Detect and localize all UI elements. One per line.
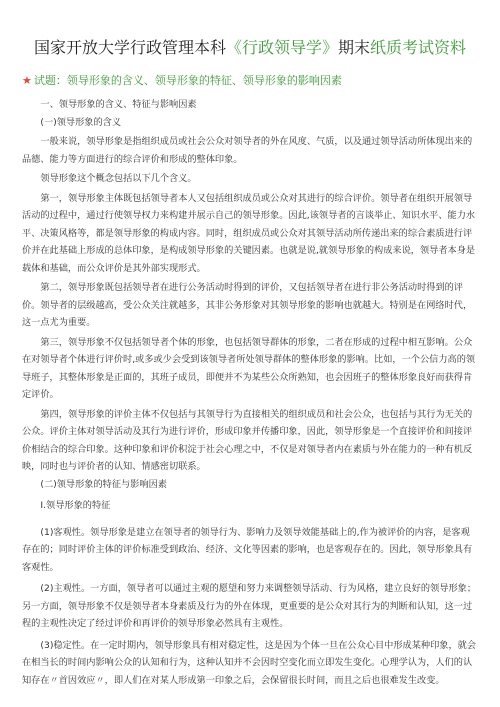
paragraph-stability: (3)稳定性。在一定时期内，领导形象具有相对稳定性，这是因为个体一旦在公众心目中形成某种印象，就会在相当长的时间内影响公众的认知和行为，这种认知并不会因时空变化而立即发生变化。心理学认为，人们的认知存在〃首因效应〃，即人们在对某人形成第一印象之后，会保留很长时间，而且之后也很难发生改变。 [22, 639, 477, 686]
topic-text: 试题：领导形象的含义、领导形象的特征、领导形象的影响因素 [33, 74, 342, 87]
paragraph-first-point: 第一，领导形象主体既包括领导者本人又包括组织成员或公众对其进行的综合评价。领导者在组织开展领导活动的过程中，通过行使领导权力来构建并展示自己的领导形象。因此,该领导者的言谈举止、知识水平、能力水平、决策风格等，都是领导形象的构成内容。同时，组织成员或公众对其领导活动所传递出来的综合素质进行评价并在此基础上形成的总体印象，是构成领导形象的关键因素。也就是说,就领导形象的构成来说，领导者本身是载体和基础，而公众评价是其外部实现形式。 [22, 192, 476, 274]
subsection-heading: (一)领导形象的含义 [40, 116, 122, 128]
subsection-heading: (二)领导形象的特征与影响因素 [40, 478, 167, 490]
title-suffix: 纸质考试资料 [370, 38, 467, 57]
star-icon: ★ [22, 74, 32, 87]
topic-line [22, 72, 478, 90]
title-course-name: 《行政领导学》 [225, 38, 338, 57]
paragraph-objectivity: (1)客观性。领导形象是建立在领导者的领导行为、影响力及领导效能基础上的,作为被评价的内容，是客观存在的；同时评价主体的评价标准受到政治、经济、文化等因素的影响，也是客观存在的。因此，领导形象具有客观性。 [22, 526, 473, 573]
document-title [22, 36, 478, 60]
paragraph-second-point: 第二，领导形象既包括领导者在进行公务活动时得到的评价，又包括领导者在进行非公务活动时得到的评价。领导者的层级越高，受公众关注就越多，其非公务形象对其领导形象的影响也就越大。特别是在网络时代，这一点尤为重要。 [22, 282, 473, 328]
paragraph-third-point: 第三，领导形象不仅包括领导者个体的形象，也包括领导群体的形象，二者在形成的过程中相互影响。公众在对领导者个体进行评价时,或多或少会受到该领导者所处领导群体的整体形象的影响。比如，一个公信力高的领导班子，其整体形象是正面的，其班子成员，即便并不为某些公众所熟知，也会因班子的整体形象良好而获得肯定评价。 [22, 336, 476, 400]
title-term: 期末 [338, 38, 371, 57]
title-prefix: 国家开放大学行政管理本科 [33, 38, 226, 57]
paragraph-intro: 领导形象这个概念包括以下几个含义。 [40, 173, 197, 184]
section-heading: 一、领导形象的含义、特征与影响因素 [40, 99, 197, 110]
paragraph-definition: 一般来说，领导形象是指组织成员或社会公众对领导者的外在风度、气质，以及通过领导活动所体现出来的品德、能力等方面进行的综合评价和形成的整体印象。 [22, 136, 473, 165]
paragraph-subjectivity: (2)主观性。一方面，领导者可以通过主观的愿望和努力来调整领导活动、行为风格，建立良好的领导形象；另一方面，领导形象不仅是领导者本身素质及行为的外在体现，更重要的是公众对其行为的判断和认知，这一过程的主观性决定了经过评价和再评价的领导形象必然具有主观性。 [22, 583, 477, 629]
paragraph-fourth-point: 第四，领导形象的评价主体不仅包括与其领导行为直接相关的组织成员和社会公众，也包括与其行为无关的公众。评价主体对领导活动及其行为进行评价，形成印象并传播印象，因此，领导形象是一个直接评价和间接评价相结合的综合印象。这种印象和评价积淀于社会心理之中，不仅是对领导者内在素质与外在能力的一种有机反映，同时也与评价者的认知、情感密切联系。 [22, 408, 473, 472]
subsection-heading: Ⅰ.领导形象的特征 [40, 500, 111, 511]
